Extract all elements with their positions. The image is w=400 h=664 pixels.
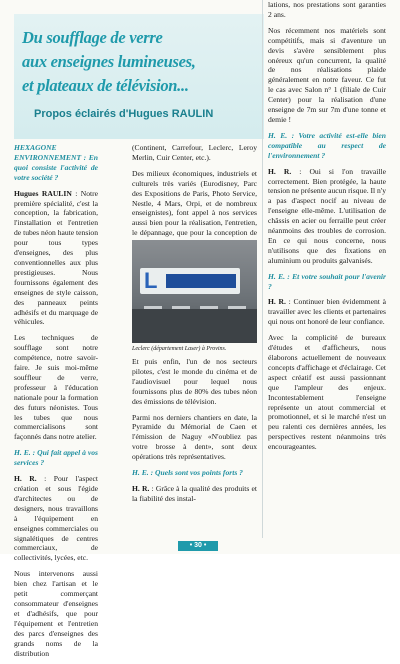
question-5: H. E. : Et votre souhait pour l'avenir ?	[268, 271, 386, 291]
question-4: H. E. : Votre activité est-elle bien compatible au respect de l'environnement ?	[268, 130, 386, 160]
answer-2-text: : Pour l'aspect création et sous l'égide d'architectes ou de designers, nous travaillons à l'équipement en enseignes commerciales ou signalétiques de centres commerciaux, de collectivités, lycées, etc.	[14, 474, 98, 563]
title-line-1: Du soufflage de verre	[22, 28, 163, 47]
store-sign	[140, 268, 240, 294]
question-1: HEXAGONE ENVIRONNEMENT : En quoi consiste l'activité de votre société ?	[14, 143, 98, 182]
column-divider	[262, 0, 263, 538]
photo-caption: Leclerc (département Laser) à Provins.	[132, 346, 227, 352]
column-2-top	[132, 143, 257, 254]
page-number: • 30 •	[178, 541, 218, 551]
column-1	[14, 143, 98, 664]
answer-4-text: : Oui si l'on travaille correctement. Bien protégée, la haute tension ne présente aucun risque. Il n'y a pas d'aspect nocif au niveau de l'enseigne elle-même. L'utilisation de châssis en acier ou ferraille peut créer néanmoins des troubles de corrosion. En ce qui nous concerne, nous n'utilisons que des fixations en aluminium ou produits galvanisés.	[268, 166, 386, 265]
storefront-photo	[132, 240, 257, 343]
answer-3-speaker: H. R.	[132, 483, 150, 493]
paragraph: lations, nos prestations sont garanties 2 ans.	[268, 0, 386, 19]
paragraph: Parmi nos derniers chantiers en date, la Pyramide du Mémorial de Caen et l'émission de Naguy «N'oubliez pas votre brosse à dent», sont deux opérations très représentatives.	[132, 412, 257, 462]
storefront-ground	[132, 309, 257, 343]
title-line-2: aux enseignes lumineuses,	[22, 52, 196, 71]
answer-5-text: : Continuer bien évidemment à travailler avec les clients et partenaires qui nous ont honoré de leur confiance.	[268, 297, 387, 327]
paragraph: Et puis enfin, l'un de nos secteurs pilotes, c'est le monde du cinéma et de l'audiovisuel pour lequel nous fournissons plus de 80% des tubes néon des émissions de télévision.	[132, 357, 257, 406]
question-2: H. E. : Qui fait appel à vos services ?	[14, 448, 98, 468]
question-3: H. E. : Quels sont vos points forts ?	[132, 468, 243, 478]
answer-5-speaker: H. R.	[268, 297, 286, 307]
title-line-3: et plateaux de télévision...	[22, 76, 189, 95]
paragraph: Nos récemment nos matériels sont compétitifs, mais si d'aventure un devis s'avère sensiblement plus onéreux qu'un concurrent, la qualité de nos réalisations plaide généralement en notre faveur. Ce fut le cas avec Salon n° 1 (filiale de Cuir Center) pour la réalisation d'une enseigne de 7m sur 7m d'une tonne et demie !	[268, 25, 386, 124]
answer-1-text: : Notre première spécialité, c'est la conception, la fabrication, l'installation et l'entretien de tubes néon haute tension pour tous types d'enseignes, des plus conventionnelles aux plus prestigieuses. Nous fournissons également des enseignes de style caisson, des panneaux peints adhésifs et du marquage de véhicules.	[14, 188, 98, 327]
answer-2-speaker: H. R.	[14, 474, 37, 484]
article-header	[14, 14, 264, 139]
column-3	[268, 0, 386, 458]
article-byline: Propos éclairés d'Hugues RAULIN	[34, 108, 214, 120]
answer-3-text: : Grâce à la qualité des produits et la fiabilité des instal-	[132, 483, 257, 503]
paragraph: Les techniques de soufflage sont notre compétence, notre savoir-faire. Je suis moi-même souffleur de verre, professeur à l'éducation nationale pour la formation des futurs néonistes. Tous les tubes que nous commercialisons sont façonnés dans notre atelier.	[14, 333, 98, 442]
paragraph: Des milieux économiques, industriels et culturels très variés (Eurodisney, Parc des Expositions de Paris, Photo Service, Nestle, 4 Mars, Orpi, et de nombreux enseignistes), font appel à nos services aussi bien pour la réalisation, l'entretien, le dépannage, que pour la conception de	[132, 168, 257, 238]
paragraph: Nous intervenons aussi bien chez l'artisan et le petit commerçant consommateur d'enseignes et d'adhésifs, que pour l'équipement et l'entretien des parcs d'enseignes des grands noms de la distribution	[14, 569, 98, 658]
answer-1-speaker: Hugues RAULIN	[14, 188, 72, 198]
paragraph: (Continent, Carrefour, Leclerc, Leroy Merlin, Cuir Center, etc.).	[132, 143, 257, 162]
paragraph: Avec la complicité de bureaux d'études et d'afficheurs, nous élaborons actuellement de nouveaux concepts d'affichage et d'éclairage. Cet aspect créatif est aussi passionnant que l'ampleur des enjeux. Incontestablement l'enseigne représente un atout commercial et promotionnel, et si le marché n'est un peu ralenti ces dernières années, les perspectives restent néanmoins très encourageantes.	[268, 333, 386, 452]
sign-letter-icon: L	[144, 268, 158, 293]
answer-4-speaker: H. R.	[268, 166, 292, 176]
sign-panel	[166, 274, 236, 288]
article-title	[22, 26, 260, 98]
column-2-bottom	[132, 357, 257, 510]
